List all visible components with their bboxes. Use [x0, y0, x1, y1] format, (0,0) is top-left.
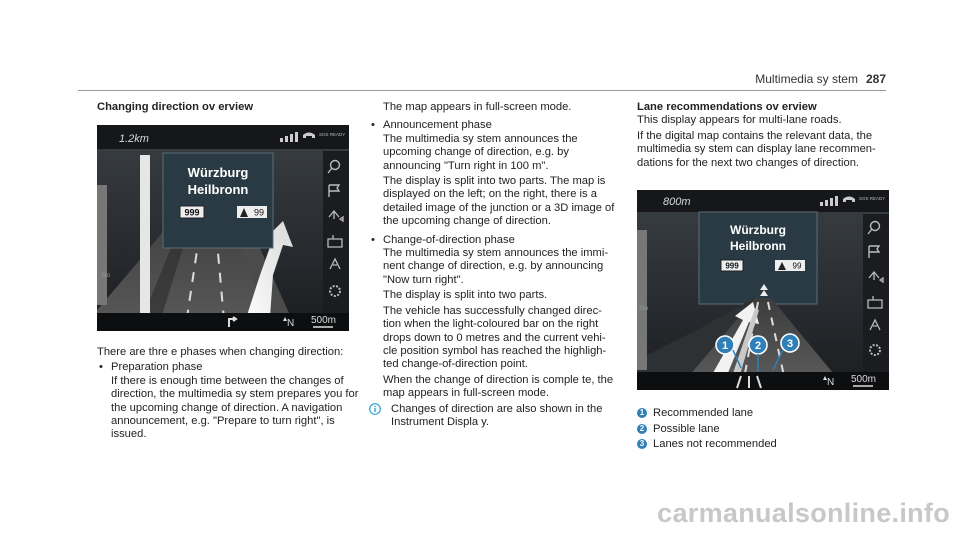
- announcement-text-2: The display is split into two parts. The map is displayed on the left; on the right, there is a detailed image of the junction or a 3D image of the upcoming change of direction.: [383, 175, 615, 228]
- change-text-4: When the change of direction is comple te, the map appears in full-screen mode.: [383, 373, 614, 400]
- legend-label-3: Lanes not recommended: [653, 438, 777, 450]
- lane-display-image: [637, 190, 889, 390]
- legend-item-2: 2 Possible lane: [637, 422, 777, 438]
- map-label: Sto: [101, 273, 111, 279]
- distance-label: 800m: [663, 196, 691, 208]
- change-text-2: The display is split into two parts.: [383, 289, 548, 302]
- road-number-1: 999: [184, 207, 200, 218]
- column-3: [637, 101, 897, 172]
- screenshot-lane-recommendations: [637, 190, 889, 390]
- screenshot-changing-direction: [97, 125, 349, 331]
- distance-label: 1.2km: [119, 133, 149, 145]
- column-1-body: [97, 346, 359, 444]
- info-note: [369, 403, 621, 430]
- header-rule: [78, 90, 886, 91]
- lane-intro-text: This display appears for multi-lane roads.: [637, 114, 842, 127]
- sign-destination-1: Würzburg: [187, 165, 249, 180]
- column-2: [369, 101, 621, 429]
- bullet-preparation-phase: • Preparation phase: [97, 361, 359, 374]
- sos-ready-label: SOS READY: [859, 196, 886, 201]
- svg-text:3: 3: [786, 338, 794, 350]
- road-number-1: 999: [725, 261, 739, 271]
- legend-item-1: 1 Recommended lane: [637, 406, 777, 422]
- sign-destination-2: Heilbronn: [730, 239, 786, 253]
- legend-label-2: Possible lane: [653, 422, 720, 435]
- info-icon: [369, 403, 381, 415]
- road-number-2: 99: [253, 207, 265, 218]
- map-label: Sto: [639, 306, 649, 312]
- phases-intro: There are thre e phases when changing direction:: [97, 346, 344, 358]
- bullet-announcement-phase: • Announcement phase: [369, 119, 621, 132]
- legend-label-1: Recommended lane: [653, 407, 754, 419]
- navigation-display-image: [97, 125, 349, 331]
- fullscreen-text: The map appears in full-screen mode.: [383, 101, 572, 113]
- distance-progress-bar: [140, 155, 150, 315]
- watermark: carmanualsonline.info: [657, 498, 950, 528]
- lane-data-text: If the digital map contains the relevant data, the multimedia sy stem can display lane recommen- dations for the next two changes of direction.: [637, 129, 876, 169]
- sign-destination-2: Heilbronn: [187, 182, 249, 197]
- running-head: [755, 72, 886, 86]
- running-head-title: Multimedia sy stem: [755, 72, 858, 86]
- announcement-text-1: The multimedia sy stem announces the upcoming change of direction, e.g. by announcing "Turn right in 100 m".: [383, 132, 578, 172]
- callout-legend: [637, 406, 777, 453]
- sos-ready-label: SOS READY: [319, 132, 346, 137]
- section-heading-changing-direction: Changing direction ov erview: [97, 101, 254, 113]
- sign-destination-1: Würzburg: [730, 223, 786, 237]
- compass-north: N: [287, 318, 295, 329]
- info-note-text: Changes of direction are also shown in the Instrument Displa y.: [391, 402, 603, 428]
- preparation-phase-text: If there is enough time between the changes of direction, the multimedia sy stem prepares you for the upcoming change of direction. A navigation announcement, e.g. "Prepare to turn right", is issued.: [111, 374, 359, 441]
- map-scale: 500m: [851, 374, 877, 385]
- map-scale: 500m: [311, 315, 337, 326]
- page-number: 287: [865, 72, 886, 86]
- legend-item-3: 3 Lanes not recommended: [637, 437, 777, 453]
- svg-text:1: 1: [721, 340, 729, 352]
- change-text-1: The multimedia sy stem announces the immi- nent change of direction, e.g. by announcing "Now turn right".: [383, 247, 609, 286]
- svg-text:2: 2: [754, 340, 762, 352]
- section-heading-lane-recommendations: Lane recommendations ov erview: [637, 101, 817, 113]
- road-number-2: 99: [792, 261, 802, 271]
- change-text-3: The vehicle has successfully changed direc- tion when the light-coloured bar on the right drops down to 0 metres and the current vehi- cle position symbol has reached the highligh- ted change-of-direction point.: [383, 304, 607, 371]
- compass-north: N: [827, 377, 835, 388]
- bullet-change-of-direction-phase: • Change-of-direction phase: [369, 234, 621, 247]
